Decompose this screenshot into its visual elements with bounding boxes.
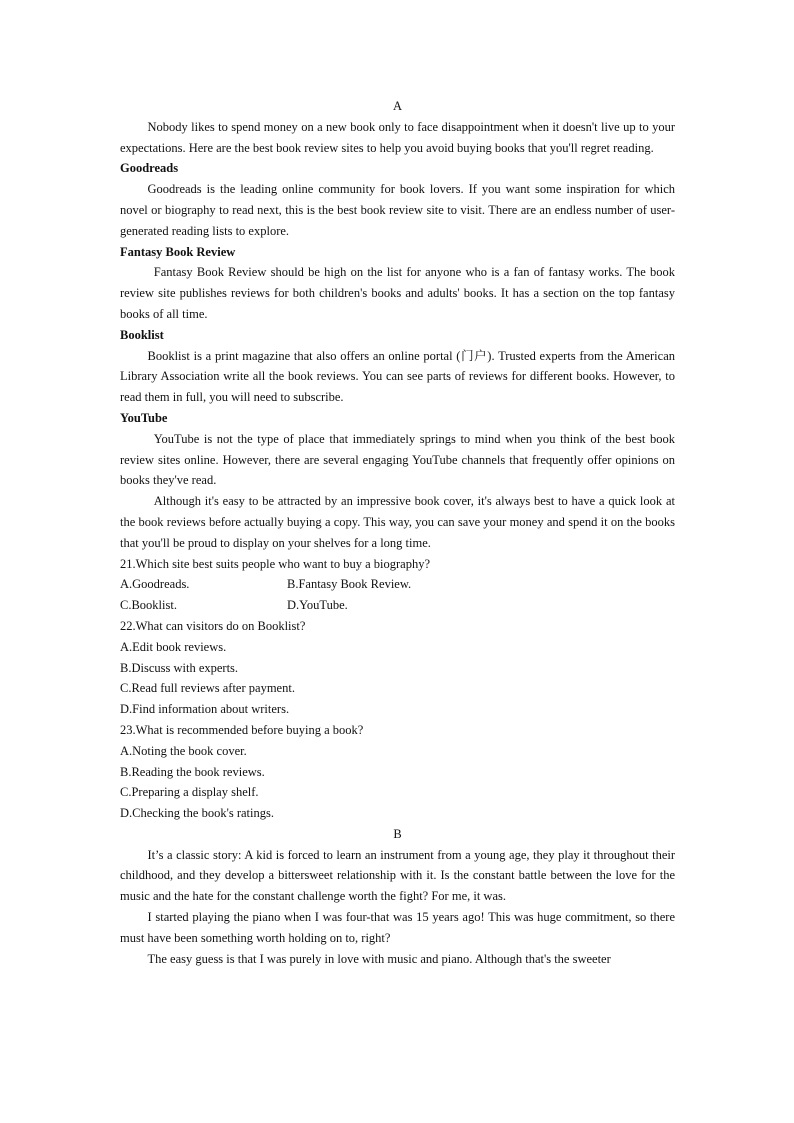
question-22-stem: 22.What can visitors do on Booklist? (120, 618, 306, 633)
question-22-option-a: A.Edit book reviews. (120, 639, 227, 654)
section-a-closing: Although it's easy to be attracted by an impressive book cover, it's always best to have a quick look at the book reviews before actually buying a copy. This way, you can save your money and spend it on the books that you'll be proud to display on your shelves for a long time. (120, 494, 675, 550)
question-23-option-a: A.Noting the book cover. (120, 743, 247, 758)
question-21-option-d: D.YouTube. (287, 598, 348, 613)
question-22-option-c: C.Read full reviews after payment. (120, 681, 295, 696)
section-b-label: B (393, 826, 402, 841)
question-21-option-b: B.Fantasy Book Review. (287, 577, 412, 592)
question-21-option-a: A.Goodreads. (120, 577, 190, 592)
site-text-booklist: Booklist is a print magazine that also offers an online portal (门户). Trusted experts from the American Library Association write all the book reviews. You can see parts of reviews for different books. However, to read them in full, you will need to subscribe. (120, 348, 675, 405)
section-b-paragraph-3: The easy guess is that I was purely in love with music and piano. Although that's the sweeter (147, 951, 611, 966)
site-text-fantasy-book-review: Fantasy Book Review should be high on the list for anyone who is a fan of fantasy works. The book review site publishes reviews for both children's books and adults' books. It has a section on the top fantasy books of all time. (120, 265, 675, 321)
question-23-option-d: D.Checking the book's ratings. (120, 806, 274, 821)
question-23-stem: 23.What is recommended before buying a book? (120, 722, 364, 737)
site-heading-youtube: YouTube (120, 410, 168, 425)
section-b-paragraph-1: It’s a classic story: A kid is forced to learn an instrument from a young age, they play it throughout their childhood, and they develop a bittersweet relationship with it. Is the constant battle between the love for the music and the hate for the constant challenge worth the fight? For me, it was. (120, 847, 675, 904)
question-21-stem: 21.Which site best suits people who want to buy a biography? (120, 556, 431, 571)
site-heading-fantasy-book-review: Fantasy Book Review (120, 244, 236, 259)
section-a-intro: Nobody likes to spend money on a new book only to face disappointment when it doesn't live up to your expectations. Here are the best book review sites to help you avoid buying books that you'll regret reading. (120, 119, 675, 155)
section-a-label: A (392, 99, 403, 113)
question-22-option-d: D.Find information about writers. (120, 702, 290, 717)
question-21-options-row-1 (120, 574, 675, 595)
site-text-youtube: YouTube is not the type of place that immediately springs to mind when you think of the best book review sites online. However, there are several engaging YouTube channels that frequently offer opinions on books they've read. (120, 431, 675, 488)
question-23-option-b: B.Reading the book reviews. (120, 764, 265, 779)
site-heading-goodreads: Goodreads (120, 161, 179, 176)
question-22-option-b: B.Discuss with experts. (120, 660, 239, 675)
question-21-option-c: C.Booklist. (120, 598, 177, 613)
section-b-paragraph-2: I started playing the piano when I was four-that was 15 years ago! This was huge commitment, so there must have been something worth holding on to, right? (120, 910, 675, 945)
site-heading-booklist: Booklist (120, 327, 164, 342)
question-21-options-row-2 (120, 595, 675, 616)
site-text-goodreads: Goodreads is the leading online community for book lovers. If you want some inspiration for which novel or biography to read next, this is the best book review site to visit. There are an endless number of user-generated reading lists to explore. (120, 182, 675, 238)
question-23-option-c: C.Preparing a display shelf. (120, 785, 259, 800)
document-page (120, 96, 675, 969)
